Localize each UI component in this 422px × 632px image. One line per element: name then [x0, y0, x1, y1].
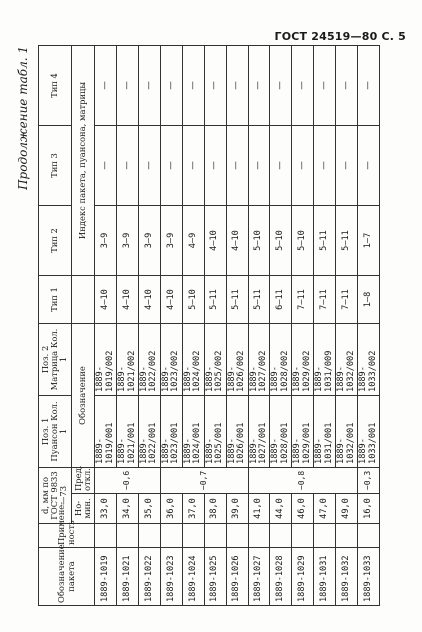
cell-type2: 3—9 — [95, 205, 117, 275]
cell-type3: — — [358, 125, 380, 205]
cell-punch: 1889-1026/001 — [226, 395, 248, 467]
cell-type4: — — [270, 45, 292, 125]
cell-matrix: 1889-1029/002 — [292, 323, 314, 395]
cell-nominal: 36,0 — [160, 494, 182, 524]
cell-type1: 6—11 — [270, 275, 292, 323]
cell-type2: 5—10 — [292, 205, 314, 275]
cell-punch: 1889-1021/001 — [117, 395, 139, 467]
cell-matrix: 1889-1033/002 — [358, 323, 380, 395]
cell-punch: 1889-1028/001 — [270, 395, 292, 467]
cell-nominal: 47,0 — [314, 494, 336, 524]
col-designation-sub-header: Обозначение — [71, 323, 94, 467]
cell-applicability — [270, 524, 292, 548]
cell-matrix: 1889-1025/002 — [204, 323, 226, 395]
cell-designation: 1889-1021 — [117, 548, 139, 606]
col-type4-header: Тип 4 — [39, 45, 72, 125]
cell-type3: — — [95, 125, 117, 205]
cell-type4: — — [182, 45, 204, 125]
cell-matrix: 1889-1019/002 — [95, 323, 117, 395]
cell-type2: 3—9 — [160, 205, 182, 275]
cell-tolerance: −0,6 — [95, 467, 161, 493]
cell-type3: — — [248, 125, 270, 205]
cell-nominal: 33,0 — [95, 494, 117, 524]
table-row — [314, 45, 336, 605]
cell-tolerance: −0,7 — [160, 467, 248, 493]
cell-matrix: 1889-1031/009 — [314, 323, 336, 395]
table-row — [117, 45, 139, 605]
cell-designation: 1889-1019 — [95, 548, 117, 606]
cell-punch: 1889-1033/001 — [358, 395, 380, 467]
cell-type3: — — [336, 125, 358, 205]
cell-nominal: 49,0 — [336, 494, 358, 524]
cell-type1: 4—10 — [138, 275, 160, 323]
cell-type2: 5—11 — [336, 205, 358, 275]
table-row — [292, 45, 314, 605]
cell-nominal: 37,0 — [182, 494, 204, 524]
col-pos2-header: Поз. 2 Матрица Кол. 1 — [39, 323, 72, 395]
cell-applicability — [160, 524, 182, 548]
cell-applicability — [314, 524, 336, 548]
cell-designation: 1889-1026 — [226, 548, 248, 606]
cell-type1: 1—8 — [358, 275, 380, 323]
col-pos1-header: Поз. 1 Пуансон Кол. 1 — [39, 395, 72, 467]
table-row — [270, 45, 292, 605]
cell-applicability — [95, 524, 117, 548]
cell-type3: — — [314, 125, 336, 205]
cell-type2: 4—10 — [226, 205, 248, 275]
table-row — [138, 45, 160, 605]
cell-type1: 7—11 — [292, 275, 314, 323]
page-header: ГОСТ 24519—80 С. 5 — [274, 30, 406, 43]
cell-type2: 3—9 — [138, 205, 160, 275]
cell-punch: 1889-1029/001 — [292, 395, 314, 467]
cell-type3: — — [160, 125, 182, 205]
col-index-header: Индекс пакета, пуансона, матрицы — [71, 45, 94, 275]
col-type1-subheader — [71, 275, 94, 323]
table-row — [248, 45, 270, 605]
cell-type4: — — [292, 45, 314, 125]
cell-type2: 3—9 — [117, 205, 139, 275]
cell-designation: 1889-1023 — [160, 548, 182, 606]
cell-applicability — [292, 524, 314, 548]
cell-punch: 1889-1032/001 — [336, 395, 358, 467]
cell-matrix: 1889-1032/002 — [336, 323, 358, 395]
cell-type1: 4—10 — [160, 275, 182, 323]
cell-matrix: 1889-1024/002 — [182, 323, 204, 395]
cell-type3: — — [226, 125, 248, 205]
cell-type2: 5—10 — [248, 205, 270, 275]
rotated-table-container — [16, 46, 396, 606]
cell-nominal: 39,0 — [226, 494, 248, 524]
continuation-note: Продолжение табл. 1 — [16, 46, 30, 190]
cell-nominal: 34,0 — [117, 494, 139, 524]
cell-type1: 4—10 — [95, 275, 117, 323]
cell-applicability — [226, 524, 248, 548]
col-d-group-header: d, мм по ГОСТ 9833—73 — [39, 467, 72, 523]
cell-type1: 5—11 — [248, 275, 270, 323]
col-d-nominal-header: Но-мин. — [71, 494, 94, 524]
cell-type1: 7—11 — [314, 275, 336, 323]
cell-punch: 1889-1027/001 — [248, 395, 270, 467]
cell-applicability — [138, 524, 160, 548]
cell-designation: 1889-1033 — [358, 548, 380, 606]
cell-applicability — [204, 524, 226, 548]
cell-type2: 5—11 — [314, 205, 336, 275]
cell-punch: 1889-1024/001 — [182, 395, 204, 467]
cell-applicability — [358, 524, 380, 548]
cell-designation: 1889-1027 — [248, 548, 270, 606]
cell-type1: 5—11 — [204, 275, 226, 323]
cell-punch: 1889-1022/001 — [138, 395, 160, 467]
cell-type1: 7—11 — [336, 275, 358, 323]
cell-tolerance: −0,3 — [358, 467, 380, 493]
cell-type3: — — [204, 125, 226, 205]
cell-type4: — — [226, 45, 248, 125]
col-d-tolerance-header: Пред. откл. — [71, 467, 94, 493]
col-type3-header: Тип 3 — [39, 125, 72, 205]
cell-nominal: 16,0 — [358, 494, 380, 524]
col-designation-header: Обозначение пакета — [39, 548, 95, 606]
cell-matrix: 1889-1023/002 — [160, 323, 182, 395]
cell-designation: 1889-1032 — [336, 548, 358, 606]
table-row — [204, 45, 226, 605]
cell-punch: 1889-1019/001 — [95, 395, 117, 467]
cell-type4: — — [248, 45, 270, 125]
table-row — [336, 45, 358, 605]
cell-type4: — — [117, 45, 139, 125]
cell-type4: — — [204, 45, 226, 125]
cell-nominal: 38,0 — [204, 494, 226, 524]
cell-type2: 4—10 — [204, 205, 226, 275]
cell-matrix: 1889-1022/002 — [138, 323, 160, 395]
cell-nominal: 46,0 — [292, 494, 314, 524]
cell-applicability — [182, 524, 204, 548]
cell-matrix: 1889-1026/002 — [226, 323, 248, 395]
cell-designation: 1889-1024 — [182, 548, 204, 606]
cell-nominal: 41,0 — [248, 494, 270, 524]
packages-table — [38, 45, 380, 606]
cell-applicability — [336, 524, 358, 548]
cell-applicability — [117, 524, 139, 548]
cell-type4: — — [358, 45, 380, 125]
cell-type1: 5—11 — [226, 275, 248, 323]
cell-designation: 1889-1029 — [292, 548, 314, 606]
cell-designation: 1889-1031 — [314, 548, 336, 606]
cell-matrix: 1889-1021/002 — [117, 323, 139, 395]
cell-punch: 1889-1023/001 — [160, 395, 182, 467]
col-type2-header: Тип 2 — [39, 205, 72, 275]
cell-tolerance: −0,8 — [248, 467, 358, 493]
table-row — [160, 45, 182, 605]
cell-type4: — — [160, 45, 182, 125]
cell-punch: 1889-1025/001 — [204, 395, 226, 467]
cell-matrix: 1889-1028/002 — [270, 323, 292, 395]
cell-designation: 1889-1022 — [138, 548, 160, 606]
table-row — [95, 45, 117, 605]
table-row — [358, 45, 380, 605]
cell-type3: — — [270, 125, 292, 205]
cell-type3: — — [117, 125, 139, 205]
cell-type3: — — [182, 125, 204, 205]
cell-type3: — — [138, 125, 160, 205]
cell-applicability — [248, 524, 270, 548]
col-type1-header: Тип 1 — [39, 275, 72, 323]
cell-type4: — — [336, 45, 358, 125]
cell-punch: 1889-1031/001 — [314, 395, 336, 467]
cell-type1: 4—10 — [117, 275, 139, 323]
cell-type4: — — [138, 45, 160, 125]
cell-type4: — — [314, 45, 336, 125]
col-applicability-header: Примене-ность — [39, 524, 95, 548]
cell-nominal: 35,0 — [138, 494, 160, 524]
table-row — [226, 45, 248, 605]
cell-type2: 1—7 — [358, 205, 380, 275]
cell-type2: 4—9 — [182, 205, 204, 275]
cell-type2: 5—10 — [270, 205, 292, 275]
cell-designation: 1889-1028 — [270, 548, 292, 606]
cell-type1: 5—10 — [182, 275, 204, 323]
cell-type3: — — [292, 125, 314, 205]
table-row — [182, 45, 204, 605]
cell-type4: — — [95, 45, 117, 125]
cell-matrix: 1889-1027/002 — [248, 323, 270, 395]
cell-nominal: 44,0 — [270, 494, 292, 524]
cell-designation: 1889-1025 — [204, 548, 226, 606]
